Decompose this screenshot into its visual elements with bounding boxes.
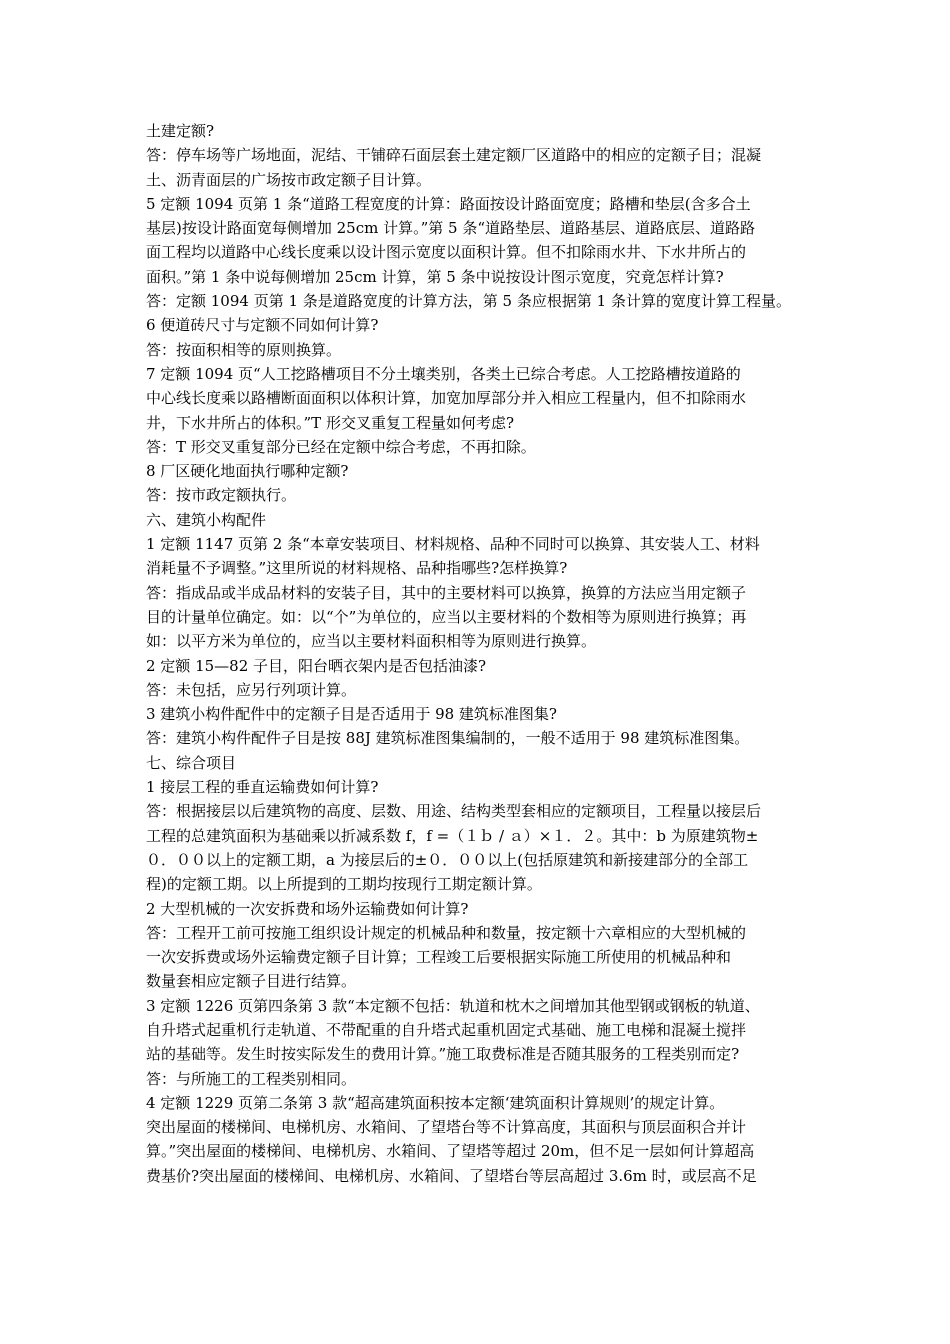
text-line: 面工程均以道路中心线长度乘以设计图示宽度以面积计算。但不扣除雨水井、下水井所占的 xyxy=(146,243,747,262)
text-line: 费基价?突出屋面的楼梯间、电梯机房、水箱间、了望塔台等层高超过 3.6m 时，或层高不足 xyxy=(146,1166,757,1185)
text-line: 1 接层工程的垂直运输费如何计算? xyxy=(146,778,379,797)
text-line: 一次安拆费或场外运输费定额子目计算；工程竣工后要根据实际施工所使用的机械品种和 xyxy=(146,948,732,967)
text-line: 面积。”第 1 条中说每侧增加 25cm 计算，第 5 条中说按设计图示宽度，究竟怎样计算? xyxy=(146,267,724,286)
text-line: 自升塔式起重机行走轨道、不带配重的自升塔式起重机固定式基础、施工电梯和混凝土搅拌 xyxy=(146,1020,747,1039)
text-line: 答：根据接层以后建筑物的高度、层数、用途、结构类型套相应的定额项目，工程量以接层后 xyxy=(146,802,762,821)
text-line: 突出屋面的楼梯间、电梯机房、水箱间、了望塔台等不计算高度，其面积与顶层面积合并计 xyxy=(146,1118,747,1137)
text-line: 基层)按设计路面宽每侧增加 25cm 计算。”第 5 条“道路垫层、道路基层、道路底层、道路路 xyxy=(146,219,756,238)
text-line: 答：按市政定额执行。 xyxy=(146,486,297,505)
text-line: 答：T 形交叉重复部分已经在定额中综合考虑，不再扣除。 xyxy=(146,437,536,456)
text-line: 答：定额 1094 页第 1 条是道路宽度的计算方法，第 5 条应根据第 1 条计算的宽度计算工程量。 xyxy=(146,292,791,311)
text-line: 2 大型机械的一次安拆费和场外运输费如何计算? xyxy=(146,899,469,918)
text-line: 井，下水井所占的体积。”T 形交叉重复工程量如何考虑? xyxy=(146,413,514,432)
text-line: 7 定额 1094 页“人工挖路槽项目不分土壤类别，各类土已综合考虑。人工挖路槽按道路的 xyxy=(146,364,741,383)
document-body xyxy=(146,119,822,1188)
section-heading: 七、综合项目 xyxy=(146,753,237,772)
text-line: 消耗量不予调整。”这里所说的材料规格、品种指哪些?怎样换算? xyxy=(146,559,568,578)
text-line: 答：指成品或半成品材料的安装子目，其中的主要材料可以换算，换算的方法应当用定额子 xyxy=(146,583,747,602)
text-line: 程)的定额工期。以上所提到的工期均按现行工期定额计算。 xyxy=(146,875,542,894)
section-heading: 六、建筑小构配件 xyxy=(146,510,267,529)
text-line: 中心线长度乘以路槽断面面积以体积计算，加宽加厚部分并入相应工程量内，但不扣除雨水 xyxy=(146,389,747,408)
text-line: 1 定额 1147 页第 2 条“本章安装项目、材料规格、品种不同时可以换算、其安装人工、材料 xyxy=(146,535,760,554)
text-line: 4 定额 1229 页第二条第 3 款“超高建筑面积按本定额‘建筑面积计算规则’的规定计算。 xyxy=(146,1093,725,1112)
text-line: 8 厂区硬化地面执行哪种定额? xyxy=(146,462,349,481)
text-line: 算。”突出屋面的楼梯间、电梯机房、水箱间、了望塔等超过 20m，但不足一层如何计算超高 xyxy=(146,1142,755,1161)
text-line: ０．００以上的定额工期，a 为接层后的±０．００以上(包括原建筑和新接建部分的全部工 xyxy=(146,850,749,869)
text-line: 数量套相应定额子目进行结算。 xyxy=(146,972,357,991)
text-line: 2 定额 15—82 子目，阳台晒衣架内是否包括油漆? xyxy=(146,656,487,675)
text-line: 答：工程开工前可按施工组织设计规定的机械品种和数量，按定额十六章相应的大型机械的 xyxy=(146,923,747,942)
text-line: 工程的总建筑面积为基础乘以折减系数 f，f =（１ｂ / ａ）×１．２。其中：b 为原建筑物± xyxy=(146,826,759,845)
text-line: 答：与所施工的工程类别相同。 xyxy=(146,1069,357,1088)
text-line: 答：按面积相等的原则换算。 xyxy=(146,340,342,359)
text-line: 目的计量单位确定。如：以“个”为单位的，应当以主要材料的个数相等为原则进行换算；再 xyxy=(146,607,747,626)
text-line: 如：以平方米为单位的，应当以主要材料面积相等为原则进行换算。 xyxy=(146,632,597,651)
text-line: 6 便道砖尺寸与定额不同如何计算? xyxy=(146,316,379,335)
text-line: 土建定额? xyxy=(146,122,215,140)
text-line: 站的基础等。发生时按实际发生的费用计算。”施工取费标准是否随其服务的工程类别而定? xyxy=(146,1045,740,1064)
text-line: 3 定额 1226 页第四条第 3 款“本定额不包括：轨道和枕木之间增加其他型钢或钢板的轨道、 xyxy=(146,996,760,1015)
text-line: 3 建筑小构件配件中的定额子目是否适用于 98 建筑标准图集? xyxy=(146,705,557,724)
text-line: 土、沥青面层的广场按市政定额子目计算。 xyxy=(146,170,432,189)
text-line: 答：建筑小构件配件子目是按 88J 建筑标准图集编制的，一般不适用于 98 建筑标准图集。 xyxy=(146,729,750,748)
text-line: 答：未包括，应另行列项计算。 xyxy=(146,680,357,699)
text-line: 5 定额 1094 页第 1 条“道路工程宽度的计算：路面按设计路面宽度；路槽和垫层(含多合土 xyxy=(146,194,751,213)
text-line: 答：停车场等广场地面，泥结、干铺碎石面层套土建定额厂区道路中的相应的定额子目；混凝 xyxy=(146,146,762,165)
